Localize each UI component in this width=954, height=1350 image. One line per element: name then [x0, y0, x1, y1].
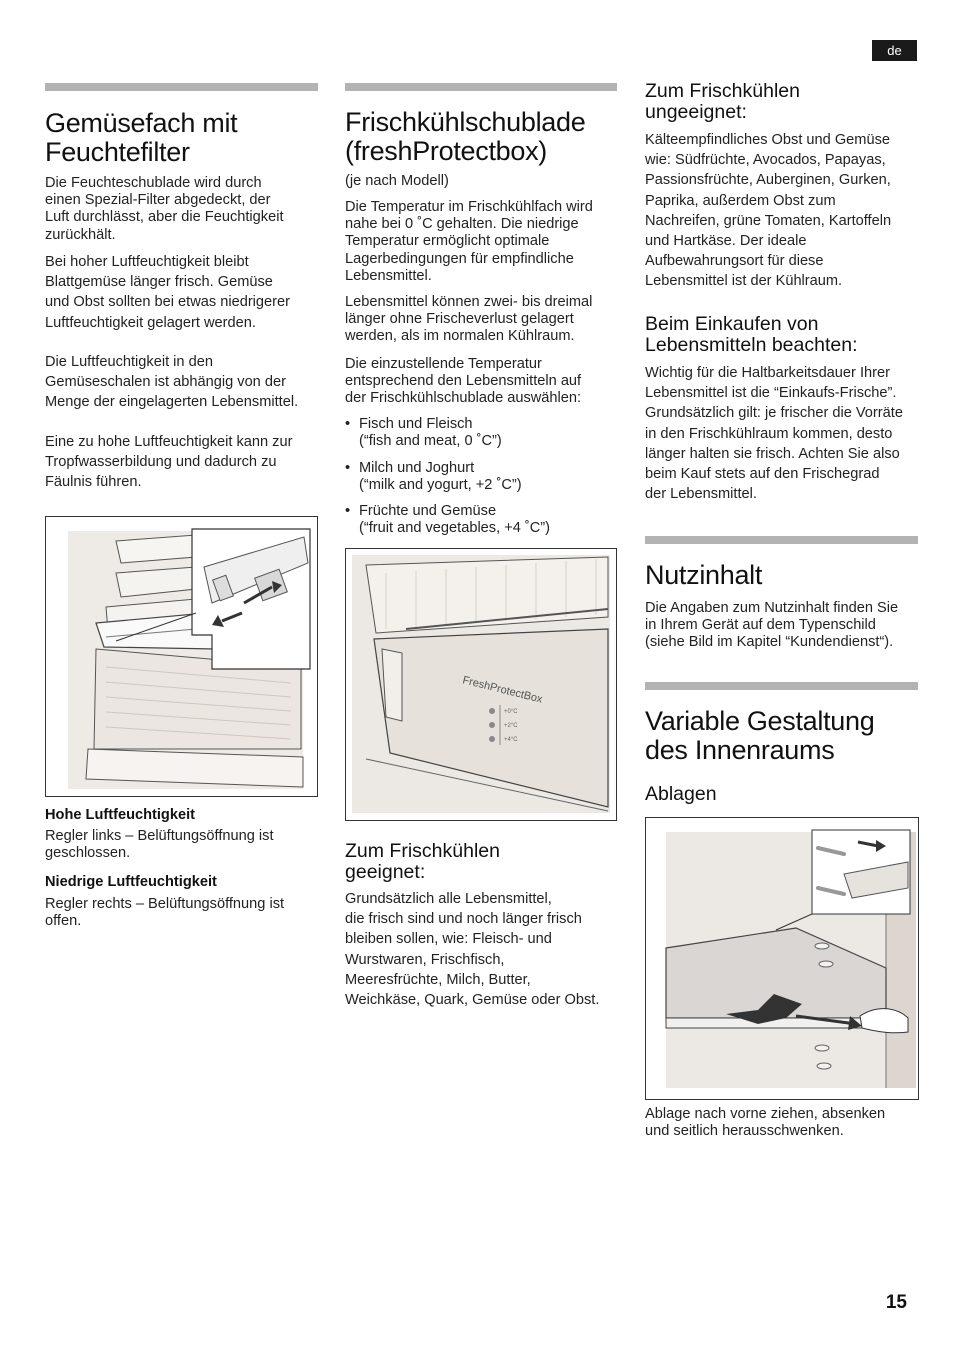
caption-text — [645, 1106, 925, 1140]
text-line: Tropfwasserbildung und dadurch zu — [45, 454, 277, 471]
subsection-title — [645, 314, 857, 356]
text-line: der Frischkühlschublade auswählen: — [345, 390, 582, 407]
text-line: Lagerbedingungen für empfindliche — [345, 250, 574, 267]
text-line: Die einzustellende Temperatur — [345, 356, 542, 372]
temp-label: +4°C — [504, 737, 518, 743]
paragraph — [345, 294, 625, 346]
section-title — [645, 707, 874, 765]
text-line: entsprechend den Lebensmitteln auf — [345, 373, 582, 390]
title-line: Lebensmitteln beachten: — [645, 334, 858, 356]
text-line: werden, als im normalen Kühlraum. — [345, 328, 575, 345]
list-item — [345, 416, 617, 452]
temp-label: +0°C — [504, 709, 518, 715]
text-line: in Ihrem Gerät auf dem Typenschild — [645, 617, 876, 634]
section-title — [345, 108, 585, 166]
text-line: Lebensmittel ist die “Einkaufs-Frische”. — [645, 385, 897, 402]
text-line: Früchte und Gemüse — [359, 503, 497, 519]
section-title — [45, 109, 237, 167]
list-item — [345, 503, 617, 539]
text-line: Luft durchlässt, aber die Feuchtigkeit — [45, 209, 284, 226]
caption-title: Niedrige Luftfeuchtigkeit — [45, 874, 217, 890]
text-line: Regler links – Belüftungsöffnung ist — [45, 828, 274, 844]
title-line: Variable Gestaltung — [645, 706, 875, 736]
paragraph — [345, 173, 617, 190]
text-line: (je nach Modell) — [345, 173, 449, 189]
text-line: (“milk and yogurt, +2 ˚C”) — [359, 477, 522, 494]
text-line: Passionsfrüchte, Auberginen, Gurken, — [645, 172, 891, 189]
humidity-filter-illustration — [45, 516, 318, 797]
caption-title: Hohe Luftfeuchtigkeit — [45, 807, 195, 823]
title-line: des Innenraums — [645, 735, 835, 765]
text-line: Grundsätzlich gilt: je frischer die Vorräte — [645, 405, 903, 422]
title-line: (freshProtectbox) — [345, 136, 547, 166]
text-line: Kälteempfindliches Obst und Gemüse — [645, 132, 890, 148]
text-line: geschlossen. — [45, 845, 131, 862]
paragraph — [345, 356, 617, 408]
paragraph — [345, 889, 625, 1010]
section-rule — [645, 682, 918, 690]
title-line: Frischkühlschublade — [345, 107, 586, 137]
text-line: (siehe Bild im Kapitel “Kundendienst“). — [645, 634, 894, 651]
caption-text — [45, 896, 318, 930]
title-line: ungeeignet: — [645, 101, 747, 123]
temp-label: +2°C — [504, 723, 518, 729]
text-line: Fäulnis führen. — [45, 474, 142, 491]
section-rule — [645, 536, 918, 544]
fresh-protect-box-illustration — [345, 548, 617, 821]
text-line: Menge der eingelagerten Lebensmittel. — [45, 394, 299, 411]
title-line: geeignet: — [345, 861, 426, 883]
text-line: Die Angaben zum Nutzinhalt finden Sie — [645, 600, 899, 616]
text-line: (“fruit and vegetables, +4 ˚C”) — [359, 520, 551, 537]
text-line: länger halten sie frisch. Achten Sie also — [645, 445, 900, 462]
text-line: zurückhält. — [45, 226, 116, 243]
section-rule — [45, 83, 318, 91]
text-line: Milch und Joghurt — [359, 460, 475, 476]
paragraph — [645, 600, 930, 652]
section-title — [645, 561, 762, 590]
text-line: Eine zu hohe Luftfeuchtigkeit kann zur — [45, 434, 293, 450]
text-line: in den Frischkühlraum kommen, desto — [645, 425, 893, 442]
paragraph — [45, 352, 325, 413]
subsection-title — [345, 841, 500, 883]
paragraph — [645, 363, 930, 504]
text-line: Fisch und Fleisch — [359, 416, 473, 432]
text-line: Gemüseschalen ist abhängig von der — [45, 374, 286, 391]
paragraph — [45, 175, 318, 244]
shelf-illustration — [645, 817, 919, 1100]
text-line: bleiben sollen, wie: Fleisch- und — [345, 931, 552, 948]
text-line: die frisch sind und noch länger frisch — [345, 911, 582, 928]
text-line: Weichkäse, Quark, Gemüse oder Obst. — [345, 992, 600, 1009]
title-line: Feuchtefilter — [45, 137, 190, 167]
text-line: einen Spezial-Filter abgedeckt, der — [45, 192, 271, 209]
text-line: länger ohne Frischeverlust gelagert — [345, 311, 574, 328]
text-line: der Lebensmittel. — [645, 486, 757, 503]
box-brand-label: FreshProtectBox — [461, 674, 544, 706]
text-line: Paprika, außerdem Obst zum — [645, 192, 836, 209]
text-line: Aufbewahrungsort für diese — [645, 253, 824, 270]
text-line: Lebensmittel können zwei- bis dreimal — [345, 294, 593, 310]
title-line: Nutzinhalt — [645, 560, 763, 590]
text-line: und seitlich herausschwenken. — [645, 1123, 844, 1140]
text-line: Die Feuchteschublade wird durch — [45, 175, 262, 191]
text-line: beim Kauf stets auf den Frischegrad — [645, 466, 880, 483]
text-line: Regler rechts – Belüftungsöffnung ist — [45, 896, 285, 912]
text-line: und Obst sollten bei etwas niedrigerer — [45, 294, 290, 311]
section-rule — [345, 83, 617, 91]
paragraph — [45, 432, 318, 493]
text-line: Lebensmittel. — [345, 267, 432, 284]
text-line: Bei hoher Luftfeuchtigkeit bleibt — [45, 254, 249, 270]
language-badge: de — [872, 40, 917, 61]
text-line: Grundsätzlich alle Lebensmittel, — [345, 891, 552, 907]
text-line: Meeresfrüchte, Milch, Butter, — [345, 971, 531, 988]
paragraph — [645, 130, 925, 292]
title-line: Zum Frischkühlen — [645, 80, 800, 102]
text-line: Nachreifen, grüne Tomaten, Kartoffeln — [645, 212, 892, 229]
list-item — [345, 460, 617, 496]
text-line: Die Luftfeuchtigkeit in den — [45, 354, 213, 370]
title-line: Beim Einkaufen von — [645, 313, 819, 335]
text-line: und Hartkäse. Der ideale — [645, 233, 807, 250]
text-line: Lebensmittel ist der Kühlraum. — [645, 273, 843, 290]
subsection-title: Ablagen — [645, 783, 717, 805]
text-line: nahe bei 0 ˚C gehalten. Die niedrige — [345, 216, 579, 233]
text-line: wie: Südfrüchte, Avocados, Papayas, — [645, 152, 886, 169]
text-line: Die Temperatur im Frischkühlfach wird — [345, 199, 593, 215]
text-line: Ablage nach vorne ziehen, absenken — [645, 1106, 886, 1122]
bullet-icon: • — [345, 416, 351, 432]
text-line: Luftfeuchtigkeit gelagert werden. — [45, 314, 256, 331]
text-line: (“fish and meat, 0 ˚C”) — [359, 433, 502, 450]
subsection-title — [645, 81, 800, 123]
text-line: Wurstwaren, Frischfisch, — [345, 951, 505, 968]
text-line: offen. — [45, 913, 82, 930]
title-line: Gemüsefach mit — [45, 108, 238, 138]
page-number: 15 — [885, 1292, 907, 1313]
text-line: Wichtig für die Haltbarkeitsdauer Ihrer — [645, 365, 890, 381]
caption-text — [45, 828, 318, 862]
title-line: Zum Frischkühlen — [345, 840, 500, 862]
paragraph — [345, 199, 625, 285]
paragraph — [45, 252, 318, 333]
bullet-icon: • — [345, 503, 351, 519]
bullet-icon: • — [345, 460, 351, 476]
text-line: Blattgemüse länger frisch. Gemüse — [45, 274, 273, 291]
text-line: Temperatur ermöglicht optimale — [345, 233, 550, 250]
